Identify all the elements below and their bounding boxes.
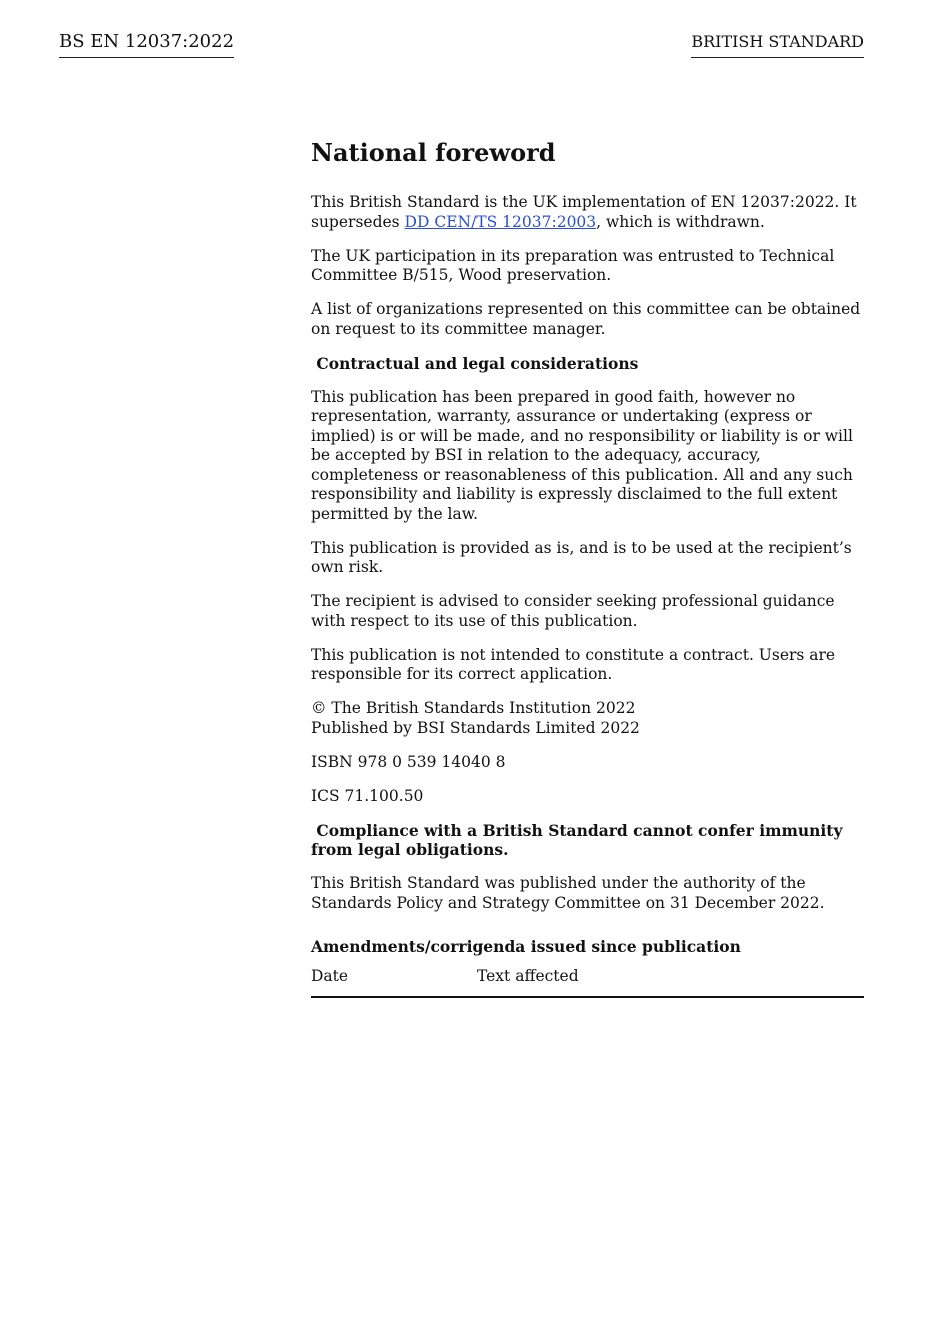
column-header-date: Date bbox=[311, 966, 349, 985]
contract-paragraph: This publication is not intended to constitute a contract. Users are responsible for its correct application. bbox=[311, 645, 836, 683]
implementation-text-end: , which is withdrawn. bbox=[596, 212, 765, 231]
amendments-title: Amendments/corrigenda issued since publication bbox=[311, 937, 741, 956]
authority-paragraph: This British Standard was published under the authority of the Standards Policy and Strategy Committee on 31 December 2022. bbox=[311, 874, 825, 912]
document-id: BS EN 12037:2022 bbox=[59, 31, 234, 58]
disclaimer-paragraph: This publication has been prepared in good faith, however no representation, warranty, assurance or undertaking (express or implied) is or will be made, and no responsibility or liability is or will be accepted by BSI in relation to the adequacy, accuracy, completeness or reasonableness of this publication. All and any such responsibility and liability is expressly disclaimed to the full extent permitted by the law. bbox=[311, 387, 853, 523]
copyright-block bbox=[311, 699, 864, 738]
ics-code: ICS 71.100.50 bbox=[311, 786, 424, 805]
copyright-line: © The British Standards Institution 2022 bbox=[311, 699, 636, 717]
compliance-heading bbox=[311, 821, 864, 860]
implementation-paragraph bbox=[311, 193, 864, 232]
superseded-standard-link[interactable]: DD CEN/TS 12037:2003 bbox=[404, 212, 597, 231]
publisher-line: Published by BSI Standards Limited 2022 bbox=[311, 718, 640, 737]
compliance-heading-text: Compliance with a British Standard cannot confer immunity from legal obligations. bbox=[311, 820, 843, 859]
implementation-text: This British Standard is the UK implementation of EN 12037:2022. It supersedes bbox=[311, 193, 857, 231]
guidance-paragraph: The recipient is advised to consider seeking professional guidance with respect to its use of this publication. bbox=[311, 592, 835, 630]
committee-paragraph: A list of organizations represented on this committee can be obtained on request to its committee manager. bbox=[311, 300, 861, 338]
foreword-body bbox=[311, 138, 864, 998]
isbn: ISBN 978 0 539 14040 8 bbox=[311, 752, 506, 771]
column-header-text-affected: Text affected bbox=[477, 966, 579, 985]
amendments-table bbox=[311, 967, 864, 999]
contractual-heading-text: Contractual and legal considerations bbox=[316, 353, 639, 373]
risk-paragraph: This publication is provided as is, and is to be used at the recipient’s own risk. bbox=[311, 538, 852, 576]
document-type: BRITISH STANDARD bbox=[691, 32, 864, 58]
contractual-heading bbox=[311, 354, 864, 374]
page-title: National foreword bbox=[311, 138, 556, 167]
participation-paragraph: The UK participation in its preparation was entrusted to Technical Committee B/515, Wood preservation. bbox=[311, 246, 835, 284]
